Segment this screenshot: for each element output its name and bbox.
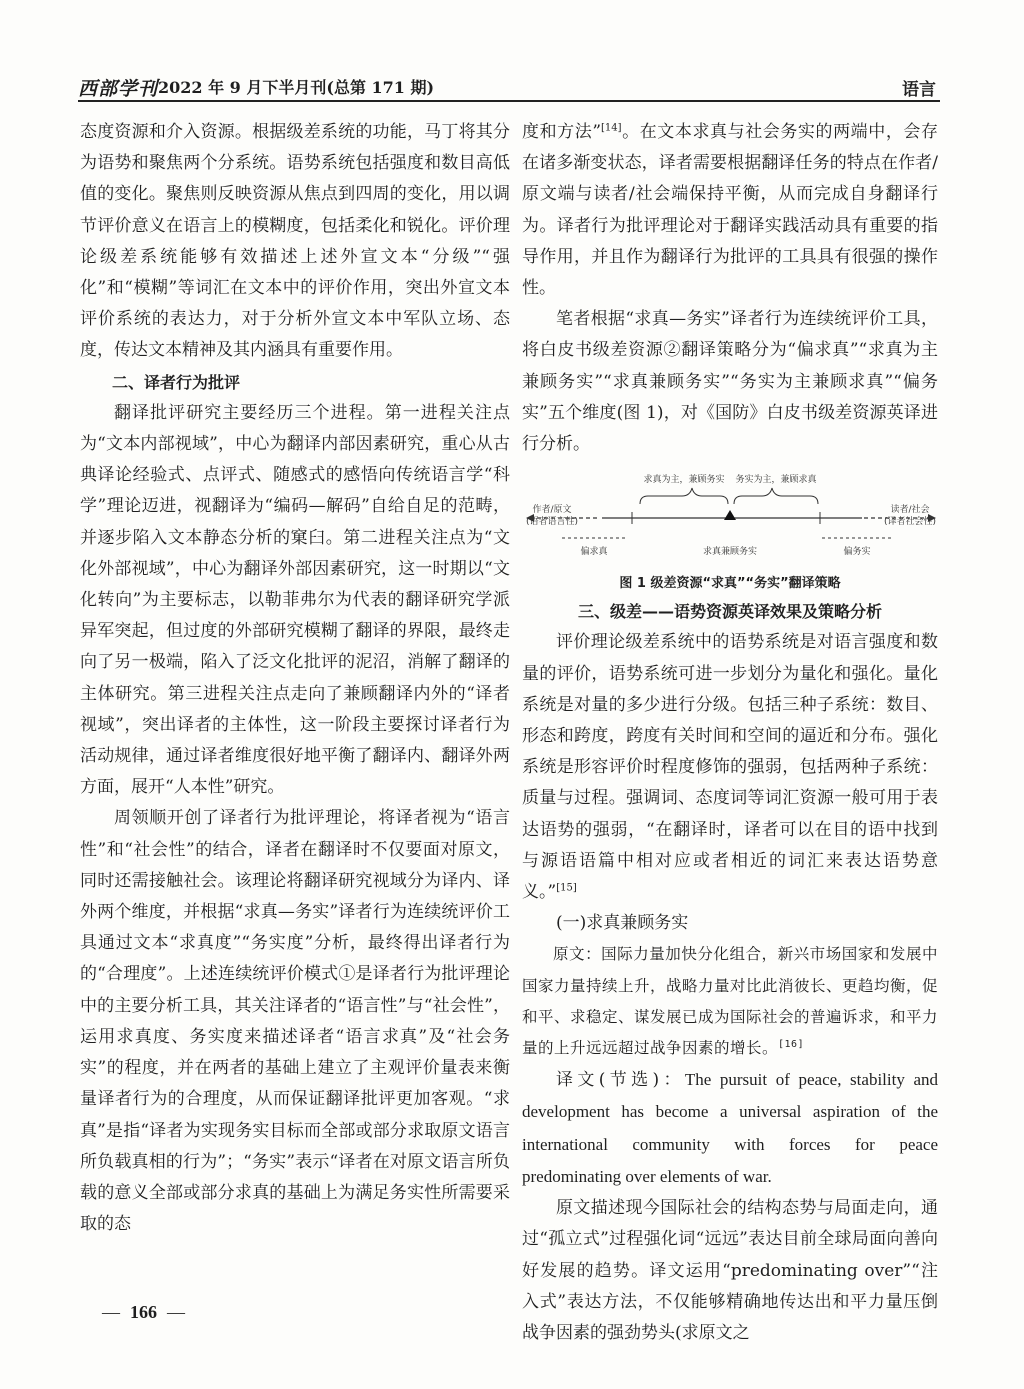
- figure-1: [522, 460, 938, 572]
- bottom-label-left: 偏求真: [580, 547, 608, 558]
- left-column: [80, 117, 510, 1240]
- paragraph: 笔者根据“求真—务实”译者行为连续统评价工具，将白皮书级差资源②翻译策略分为“偏求真”“求真为主兼顾务实”“求真兼顾务实”“务实为主兼顾求真”“偏务实”五个维度(图 1)，对《国防》白皮书级差资源英译进行分析。: [522, 309, 938, 455]
- balance-marker: [724, 510, 736, 520]
- translation: 译文(节选)：The pursuit of peace, stability and development has become a universal aspiration of the international community with forces for peace predominating over elements of war.: [522, 1070, 938, 1186]
- paragraph: 翻译批评研究主要经历三个进程。第一进程关注点为“文本内部视域”，中心为翻译内部因素研究，重心从古典译论经验式、点评式、随感式的感悟向传统语言学“科学”理论迈进，视翻译为“编码—解码”自给自足的范畴，并逐步陷入文本静态分析的窠臼。第二进程关注点为“文化外部视域”，中心为翻译外部因素研究，这一时期以“文化转向”为主要标志，以勒菲弗尔为代表的翻译研究学派异军突起，但过度的外部研究模糊了翻译的界限，最终走向了另一极端，陷入了泛文化批评的泥沼，消解了翻译的主体研究。第三进程关注点走向了兼顾翻译内外的“译者视域”，突出译者的主体性，这一阶段主要探讨译者行为活动规律，通过译者维度很好地平衡了翻译内、翻译外两方面，展开“人本性”研究。: [80, 402, 510, 798]
- running-header: [78, 74, 940, 102]
- section-heading: 三、级差——语势资源英译效果及策略分析: [577, 602, 882, 622]
- citation: [16]: [778, 1038, 805, 1050]
- page-number: — 166 —: [102, 1302, 185, 1322]
- left-end-label-1: 作者/原文: [532, 505, 572, 516]
- left-end-label-2: (语者语言性): [525, 517, 579, 528]
- right-end-label-2: (译者社会性): [883, 517, 937, 528]
- paragraph: 周领顺开创了译者行为批评理论，将译者视为“语言性”和“社会性”的结合，译者在翻译时不仅要面对原文，同时还需接触社会。该理论将翻译研究视域分为译内、译外两个维度，并根据“求真—务实”译者行为连续统评价工具通过文本“求真度”“务实度”分析，最终得出译者行为的“合理度”。上述连续统评价模式①是译者行为批评理论中的主要分析工具，其关注译者的“语言性”与“社会性”，运用求真度、务实度来描述译者“语言求真”及“社会务实”的程度，并在两者的基础上建立了主观评价量表来衡量译者行为的合理度，从而保证翻译批评更加客观。“求真”是指“译者为实现务实目标而全部或部分求取原文语言所负载真相的行为”；“务实”表示“译者在对原文语言所负载的意义全部或部分求真的基础上为满足务实性所需要采取的态: [80, 808, 510, 1235]
- strategy-continuum-diagram: [522, 460, 938, 572]
- bottom-label-center: 求真兼顾务实: [702, 547, 758, 558]
- issue-info: 2022 年 9 月下半月刊(总第 171 期): [158, 78, 435, 97]
- citation: [14]: [601, 122, 622, 134]
- paragraph: 评价理论级差系统中的语势系统是对语言强度和数量的评价，语势系统可进一步划分为量化和强化。量化系统是对量的多少进行分级。包括三种子系统：数目、形态和跨度，跨度有关时间和空间的逼近和分布。强化系统是形容评价时程度修饰的强弱，包括两种子系统：质量与过程。强调词、态度词等词汇资源一般可用于表达语势的强弱，“在翻译时，译者可以在目的语中找到与源语语篇中相对应或者相近的词汇来表达语势意义。”[15]: [522, 632, 938, 903]
- paragraph: 度和方法”[14]。在文本求真与社会务实的两端中，会存在诸多渐变状态，译者需要根据翻译任务的特点在作者/原文端与读者/社会端保持平衡，从而完成自身翻译行为。译者行为批评理论对于翻译实践活动具有重要的指导作用，并且作为翻译行为批评的工具具有很强的操作性。: [522, 122, 938, 299]
- paragraph: 态度资源和介入资源。根据级差系统的功能，马丁将其分为语势和聚焦两个分系统。语势系统包括强度和数目高低值的变化。聚焦则反映资源从焦点到四周的变化，用以调节评价意义在语言上的模糊度，包括柔化和锐化。评价理论级差系统能够有效描述上述外宣文本“分级”“强化”和“模糊”等词汇在文本中的评价作用，突出外宣文本评价系统的表达力，对于分析外宣文本中军队立场、态度，传达文本精神及其内涵具有重要作用。: [80, 122, 510, 361]
- citation: [15]: [556, 882, 577, 894]
- right-end-label-1: 读者/社会: [890, 505, 930, 516]
- right-column: [522, 117, 938, 1349]
- top-label-right: 务实为主，兼顾求真: [735, 475, 817, 486]
- figure-caption: 图 1 级差资源“求真”“务实”翻译策略: [619, 576, 841, 592]
- section-name: 语言: [902, 80, 936, 100]
- journal-logo: 西部学刊: [78, 78, 159, 100]
- source-quote: 原文：国际力量加快分化组合，新兴市场国家和发展中国家力量持续上升，战略力量对比此消彼长、更趋均衡，促和平、求稳定、谋发展已成为国际社会的普遍诉求，和平力量的上升远远超过战争因素的增长。[16]: [522, 945, 939, 1058]
- section-heading: 二、译者行为批评: [112, 372, 241, 392]
- subsection-heading: (一)求真兼顾务实: [556, 913, 689, 934]
- top-label-left: 求真为主，兼顾务实: [643, 475, 725, 486]
- bottom-label-right: 偏务实: [843, 547, 871, 558]
- paragraph: 原文描述现今国际社会的结构态势与局面走向，通过“孤立式”过程强化词“远远”表达目前全球局面向善向好发展的趋势。译文运用“predominating over”“注入式”表达方法，不仅能够精确地传达出和平力量压倒战争因素的强劲势头(求原文之: [522, 1198, 938, 1343]
